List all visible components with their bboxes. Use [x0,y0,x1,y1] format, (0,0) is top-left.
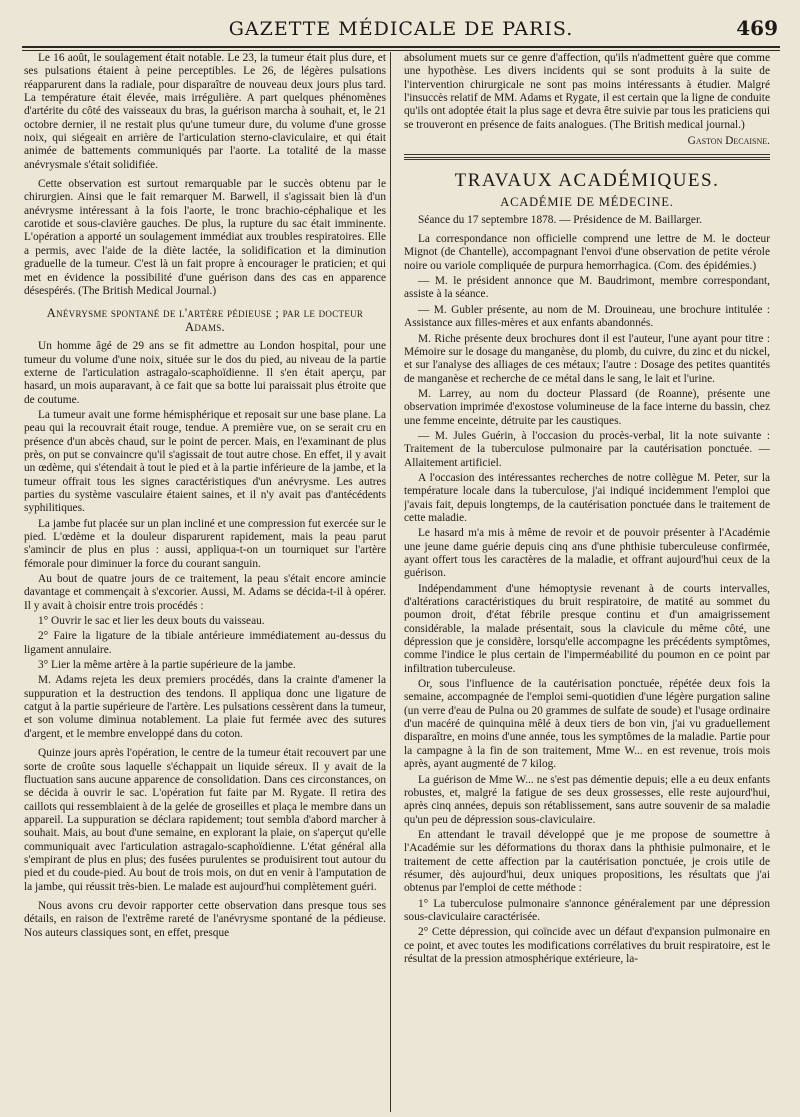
paragraph: Le 16 août, le soulagement était notable. Le 23, la tumeur était plus dure, et ses pulsations étaient à peine perceptibles. Le 26, de légères pulsations réapparurent dans la radiale, pour disparaître de nouveau deux jours plus tard. La température était élevée, mais irrégulière. A part quelques phénomènes d'artérite du côté des vaisseaux du bras, la guérison marcha à souhait, et, le 21 octobre dernier, il ne restait plus qu'une tumeur dure, du volume d'une grosse noix, qui siégeait en arrière de l'articulation sterno-claviculaire, et qui était animée de battements communiqués par l'aorte. La totalité de la masse anévrysmale s'était solidifiée. [24,52,386,171]
paragraph: M. Larrey, au nom du docteur Plassard (de Roanne), présente une observation imprimée d'exostose volumineuse de la face interne du bassin, chez une femme enceinte, détruite par les caustiques. [404,387,770,427]
list-item: 3° Lier la même artère à la partie supérieure de la jambe. [38,659,296,672]
article-heading: Anévrysme spontané de l'artère pédieuse ; par le docteur Adams. [46,306,364,335]
paragraph: En attendant le travail développé que je me propose de soumettre à l'Académie sur les déformations du thorax dans la phthisie pulmonaire, et le traitement de cette affection par la cautérisation ponctuée, je crois utile de résumer, dès aujourd'hui, deux uniques propositions, les résultats que j'ai obtenus par l'emploi de cette méthode : [404,828,770,895]
header-rule [22,50,780,51]
paragraph: Le hasard m'a mis à même de revoir et de pouvoir présenter à l'Académie une jeune dame guérie depuis cinq ans d'une phthisie tuberculeuse confirmée, ayant offert tous les caractères de la maladie, et offrant aujourd'hui ceux de la guérison. [404,527,770,580]
paragraph: Au bout de quatre jours de ce traitement, la peau s'était encore amincie davantage et commençait à s'excorier. Aussi, M. Adams se décida-t-il à opérer. Il y avait à choisir entre trois procédés : [24,573,386,612]
paragraph: Quinze jours après l'opération, le centre de la tumeur était recouvert par une sorte de croûte sous laquelle s'échappait un liquide séreux. Il y avait de la fluctuation sans aucune apparence de consolidation. Dans ces circonstances, on se décida à ouvrir le sac. L'opération fut faite par M. Rygate. Il retira des caillots qui ressemblaient à de la gelée de groseilles et plaça le membre dans un appareil. La suppuration se déclara rapidement; tout sembla d'abord marcher à souhait. Mais, au bout d'une semaine, en explorant la plaie, on s'aperçut qu'elle communiquait avec l'articulation astragalo-scaphoïdienne. L'état général alla s'empirant de plus en plus; des fusées purulentes se produisirent tout autour du pied et du coude-pied. Au bout de trois mois, on dut en venir à l'amputation de la jambe, qui réussit très-bien. Le malade est aujourd'hui complètement guéri. [24,747,386,893]
left-column [24,52,386,1112]
paragraph: La correspondance non officielle comprend une lettre de M. le docteur Mignot (de Chantelle), accompagnant l'envoi d'une observation de petite vérole noire ou variole compliquée de purpura hemorrhagica. (Com. des épidémies.) [404,233,770,272]
section-subtitle: ACADÉMIE DE MÉDECINE. [500,195,674,210]
right-column [404,52,770,1112]
page-header [22,14,780,48]
section-title: TRAVAUX ACADÉMIQUES. [454,170,720,192]
author-signature: Gaston Decaisne. [687,135,770,148]
paragraph: M. Riche présente deux brochures dont il est l'auteur, l'une ayant pour titre : Mémoire sur le dosage du manganèse, du plomb, du cuivre, du zinc et du nickel, et sur l'analyse des alliages de ces métaux; l'autre : Dosage des petites quantités de manganèse et recherche de ce métal dans le sang, le lait et l'urine. [404,332,770,385]
list-item: 1° Ouvrir le sac et lier les deux bouts du vaisseau. [38,615,265,628]
list-item: 2° Cette dépression, qui coïncide avec un défaut d'expansion pulmonaire en ce point, et avec toutes les modifications corrélatives du bruit respiratoire, est le résultat de la pression atmosphérique extérieure, la- [404,926,770,965]
paragraph: La jambe fut placée sur un plan incliné et une compression fut exercée sur le pied. L'œdème et la douleur disparurent rapidement, mais la peau parut s'amincir de plus en plus : aussi, appliqua-t-on un tourniquet sur l'artère fémorale pour diminuer la force du courant sanguin. [24,517,386,570]
paragraph: Cette observation est surtout remarquable par le succès obtenu par le chirurgien. Ainsi que le fait remarquer M. Barwell, il s'agissait bien là d'un anévrysme intéressant à la fois l'aorte, le tronc brachio-céphalique et les carotide et sous-clavière gauches. De plus, la rupture du sac était imminente. L'opération a apporté un soulagement immédiat aux troubles respiratoires. Elle a permis, avec l'aide de la diète lactée, la solidification et la diminution graduelle de la tumeur. C'est là un fait propre à encourager le praticien; et qui met en évidence la possibilité d'une guérison dans des cas en apparence désespérés. (The British Medical Journal.) [24,178,386,297]
list-item: 1° La tuberculose pulmonaire s'annonce généralement par une dépression sous-claviculaire caractérisée. [404,897,770,923]
paragraph: M. Adams rejeta les deux premiers procédés, dans la crainte d'amener la suppuration et la destruction des tendons. Il appliqua donc une ligature de catgut à la partie supérieure de l'artère. Les pulsations cessèrent dans la tumeur, et son volume diminua notablement. La plaie fut fermée avec des sutures d'argent, et le membre enveloppé dans du coton. [24,674,386,740]
paragraph: Un homme âgé de 29 ans se fit admettre au London hospital, pour une tumeur du volume d'une noix, située sur le dos du pied, au niveau de la partie externe de l'articulation astragalo-scaphoïdienne. Il s'en était aperçu, par hasard, un mois auparavant, à ce fait que sa botte lui paraissait plus étroite que de coutume. [24,340,386,406]
column-divider [390,52,391,1112]
session-line: Séance du 17 septembre 1878. — Présidence de M. Baillarger. [418,213,702,226]
page-number: 469 [736,16,778,40]
list-item: 2° Faire la ligature de la tibiale antérieure immédiatement au-dessus du ligament annulaire. [24,630,386,656]
paragraph: La guérison de Mme W... ne s'est pas démentie depuis; elle a eu deux enfants robustes, et, malgré la fatigue de ses deux grossesses, elle reste aujourd'hui, après cinq années, depuis son rétablissement, sans autre souvenir de sa maladie qu'un peu de dépression sous-claviculaire. [404,773,770,826]
paragraph: A l'occasion des intéressantes recherches de notre collègue M. Peter, sur la température locale dans la tuberculose, j'ai indiqué incidemment l'emploi que j'avais fait, depuis longtemps, de la cautérisation ponctuée dans le traitement de cette maladie. [404,471,770,524]
section-rule [404,154,770,160]
paragraph: La tumeur avait une forme hémisphérique et reposait sur une base plane. La peau qui la recouvrait était rouge, tendue. A première vue, on se serait cru en présence d'un abcès chaud, sur le point de percer. Mais, en l'examinant de plus près, on put se convaincre qu'il s'agissait de tout autre chose. En effet, il y avait un œdème, qui s'étendait à tout le pied et à la partie inférieure de la jambe, et la tumeur offrait tous les signes caractéristiques d'un anévrysme. Les autres parties du système vasculaire étaient saines, et il n'y avait pas d'antécédents syphilitiques. [24,408,386,515]
journal-title: GAZETTE MÉDICALE DE PARIS. [228,18,574,40]
paragraph: Nous avons cru devoir rapporter cette observation dans presque tous ses détails, en raison de l'extrême rareté de l'anévrysme spontané de la pédieuse. Nos auteurs classiques sont, en effet, presque [24,899,386,939]
paragraph: — M. Jules Guérin, à l'occasion du procès-verbal, lit la note suivante : Traitement de la tuberculose pulmonaire par la cautérisation ponctuée. — Allaitement artificiel. [404,429,770,469]
paragraph: — M. le président annonce que M. Baudrimont, membre correspondant, assiste à la séance. [404,275,770,301]
paragraph: Indépendamment d'une hémoptysie revenant à de courts intervalles, d'altérations caractéristiques du bruit respiratoire, de matité au sommet du poumon droit, d'état fébrile presque continu et d'un amaigrissement considérable, la malade présentait, sous la clavicule du même côté, une dépression que je considère, lorsqu'elle accompagne les précédents symptômes, comme l'indice le plus certain de l'imperméabilité du poumon en ce point par infiltration tuberculeuse. [404,582,770,675]
paragraph: — M. Gubler présente, au nom de M. Drouineau, une brochure intitulée : Assistance aux filles-mères et aux enfants abandonnés. [404,303,770,330]
paragraph: absolument muets sur ce genre d'affection, qu'ils n'admettent guère que comme une hypothèse. Les divers incidents qui se sont produits à la suite de l'intervention chirurgicale ne sont pas moins intéressants à étudier. Malgré l'insuccès relatif de MM. Adams et Rygate, il est certain que la ligne de conduite qu'ils ont adoptée était la plus sage et devra être suivie par tous les praticiens qui se trouveront en présence de faits analogues. (The British medical journal.) [404,52,770,131]
paragraph: Or, sous l'influence de la cautérisation ponctuée, répétée deux fois la semaine, accompagnée de l'emploi semi-quotidien d'une légère purgation saline (un verre d'eau de Pulna ou 20 grammes de sulfate de soude) et l'usage ordinaire d'un macéré de quinquina mêlé à deux tiers de bon vin, j'ai vu graduellement disparaître, en moins d'une année, tous les symptômes de la maladie. Partie pour la campagne à la fin de son traitement, Mme W... en est revenue, trois mois après, ayant augmenté de 7 kilog. [404,678,770,771]
